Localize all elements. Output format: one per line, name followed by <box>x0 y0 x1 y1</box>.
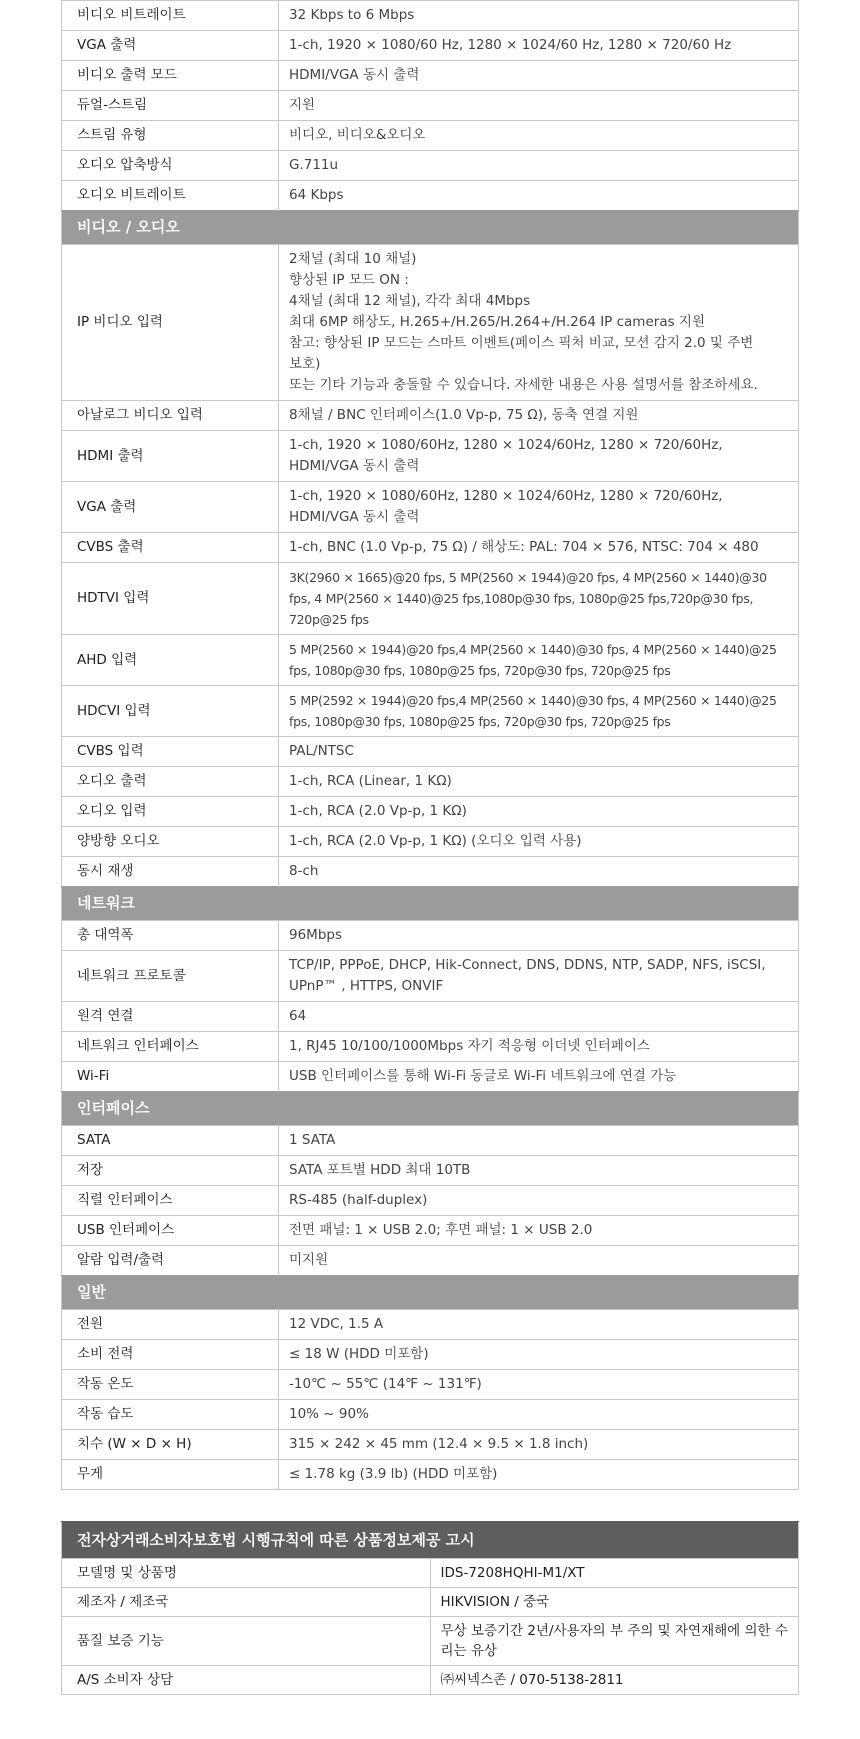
spec-value: 1-ch, 1920 × 1080/60Hz, 1280 × 1024/60Hz, 1280 × 720/60Hz, HDMI/VGA 동시 출력 <box>279 482 799 533</box>
spec-label: 치수 (W × D × H) <box>62 1430 279 1460</box>
spec-value: 96Mbps <box>279 921 799 951</box>
spec-label: 동시 재생 <box>62 857 279 887</box>
spec-value: 미지원 <box>279 1246 799 1276</box>
spec-row <box>62 1156 799 1186</box>
spec-row <box>62 1460 799 1490</box>
notice-label: 제조자 / 제조국 <box>62 1588 431 1617</box>
spec-value: 3K(2960 × 1665)@20 fps, 5 MP(2560 × 1944)@20 fps, 4 MP(2560 × 1440)@30 fps, 4 MP(2560 × 1440)@25 fps,1080p@30 fps, 1080p@25 fps,720p@30 fps, 720p@25 fps <box>279 563 799 635</box>
spec-row <box>62 857 799 887</box>
spec-label: USB 인터페이스 <box>62 1216 279 1246</box>
spec-table-body <box>62 1 799 1490</box>
spec-value: 1-ch, 1920 × 1080/60 Hz, 1280 × 1024/60 Hz, 1280 × 720/60 Hz <box>279 31 799 61</box>
spec-label: HDMI 출력 <box>62 431 279 482</box>
spec-value: G.711u <box>279 151 799 181</box>
notice-label: 품질 보증 기능 <box>62 1617 431 1666</box>
notice-row <box>62 1559 799 1588</box>
notice-value: 무상 보증기간 2년/사용자의 부 주의 및 자연재해에 의한 수리는 유상 <box>430 1617 799 1666</box>
section-title: 인터페이스 <box>62 1092 799 1126</box>
spec-row <box>62 1246 799 1276</box>
spec-row <box>62 1032 799 1062</box>
section-title: 일반 <box>62 1276 799 1310</box>
spec-value: 비디오, 비디오&오디오 <box>279 121 799 151</box>
spec-row <box>62 1310 799 1340</box>
spec-value: 전면 패널: 1 × USB 2.0; 후면 패널: 1 × USB 2.0 <box>279 1216 799 1246</box>
spec-row <box>62 91 799 121</box>
spec-label: 원격 연결 <box>62 1002 279 1032</box>
notice-row <box>62 1588 799 1617</box>
spec-label: 오디오 비트레이트 <box>62 181 279 211</box>
spec-label: 오디오 출력 <box>62 767 279 797</box>
spec-label: 소비 전력 <box>62 1340 279 1370</box>
spec-label: 아날로그 비디오 입력 <box>62 401 279 431</box>
notice-title: 전자상거래소비자보호법 시행규칙에 따른 상품정보제공 고시 <box>62 1522 799 1559</box>
section-header-row <box>62 887 799 921</box>
spec-value: USB 인터페이스를 통해 Wi-Fi 동글로 Wi-Fi 네트워크에 연결 가능 <box>279 1062 799 1092</box>
spec-label: VGA 출력 <box>62 31 279 61</box>
spec-value: 12 VDC, 1.5 A <box>279 1310 799 1340</box>
spec-value: 8-ch <box>279 857 799 887</box>
spec-row <box>62 1430 799 1460</box>
spec-label: AHD 입력 <box>62 635 279 686</box>
section-header-row <box>62 1092 799 1126</box>
spec-row <box>62 401 799 431</box>
product-info-notice-table <box>61 1521 799 1695</box>
spec-value: 315 × 242 × 45 mm (12.4 × 9.5 × 1.8 inch) <box>279 1430 799 1460</box>
spec-row <box>62 1216 799 1246</box>
spec-value: 32 Kbps to 6 Mbps <box>279 1 799 31</box>
spec-value: RS-485 (half-duplex) <box>279 1186 799 1216</box>
spec-value: PAL/NTSC <box>279 737 799 767</box>
spec-value: 5 MP(2592 × 1944)@20 fps,4 MP(2560 × 1440)@30 fps, 4 MP(2560 × 1440)@25 fps, 1080p@30 fps, 1080p@25 fps, 720p@30 fps, 720p@25 fps <box>279 686 799 737</box>
spec-label: 작동 습도 <box>62 1400 279 1430</box>
spec-label: 직렬 인터페이스 <box>62 1186 279 1216</box>
notice-label: 모델명 및 상품명 <box>62 1559 431 1588</box>
spec-row <box>62 827 799 857</box>
spec-row <box>62 1186 799 1216</box>
section-title: 비디오 / 오디오 <box>62 211 799 245</box>
spec-row <box>62 245 799 401</box>
spec-value: ≤ 1.78 kg (3.9 lb) (HDD 미포함) <box>279 1460 799 1490</box>
notice-value: IDS-7208HQHI-M1/XT <box>430 1559 799 1588</box>
spec-label: 알람 입력/출력 <box>62 1246 279 1276</box>
spec-label: 듀얼-스트림 <box>62 91 279 121</box>
spec-row <box>62 151 799 181</box>
spec-label: 오디오 압축방식 <box>62 151 279 181</box>
spec-value: 64 <box>279 1002 799 1032</box>
spec-value: 8채널 / BNC 인터페이스(1.0 Vp-p, 75 Ω), 동축 연결 지원 <box>279 401 799 431</box>
section-header-row <box>62 211 799 245</box>
spec-row <box>62 1370 799 1400</box>
notice-value: HIKVISION / 중국 <box>430 1588 799 1617</box>
notice-header-row <box>62 1522 799 1559</box>
spec-row <box>62 431 799 482</box>
spec-label: 비디오 출력 모드 <box>62 61 279 91</box>
spec-label: SATA <box>62 1126 279 1156</box>
notice-label: A/S 소비자 상담 <box>62 1666 431 1695</box>
spec-label: IP 비디오 입력 <box>62 245 279 401</box>
spec-row <box>62 797 799 827</box>
spec-label: 스트림 유형 <box>62 121 279 151</box>
section-header-row <box>62 1276 799 1310</box>
spec-value: 1 SATA <box>279 1126 799 1156</box>
spec-row <box>62 563 799 635</box>
spec-label: 네트워크 프로토콜 <box>62 951 279 1002</box>
spec-row <box>62 121 799 151</box>
spec-label: CVBS 입력 <box>62 737 279 767</box>
notice-row <box>62 1617 799 1666</box>
spec-label: 저장 <box>62 1156 279 1186</box>
spec-row <box>62 31 799 61</box>
spec-value: 1-ch, 1920 × 1080/60Hz, 1280 × 1024/60Hz, 1280 × 720/60Hz, HDMI/VGA 동시 출력 <box>279 431 799 482</box>
spec-row <box>62 482 799 533</box>
spec-value: HDMI/VGA 동시 출력 <box>279 61 799 91</box>
spec-label: Wi-Fi <box>62 1062 279 1092</box>
spec-label: 오디오 입력 <box>62 797 279 827</box>
spec-value: 1-ch, BNC (1.0 Vp-p, 75 Ω) / 해상도: PAL: 704 × 576, NTSC: 704 × 480 <box>279 533 799 563</box>
spec-label: VGA 출력 <box>62 482 279 533</box>
spec-label: 전원 <box>62 1310 279 1340</box>
spec-row <box>62 767 799 797</box>
spec-value: 2채널 (최대 10 채널) 향상된 IP 모드 ON : 4채널 (최대 12 채널), 각각 최대 4Mbps 최대 6MP 해상도, H.265+/H.265/H.264+/H.264 IP cameras 지원 참고: 향상된 IP 모드는 스마트 이벤트(페이스 픽처 비교, 모션 감지 2.0 및 주변 보호) 또는 기타 기능과 충돌할 수 있습니다. 자세한 내용은 사용 설명서를 참조하세요. <box>279 245 799 401</box>
spec-row <box>62 635 799 686</box>
notice-row <box>62 1666 799 1695</box>
spec-label: 네트워크 인터페이스 <box>62 1032 279 1062</box>
spec-value: 64 Kbps <box>279 181 799 211</box>
spec-value: TCP/IP, PPPoE, DHCP, Hik-Connect, DNS, DDNS, NTP, SADP, NFS, iSCSI, UPnP™ , HTTPS, ONVIF <box>279 951 799 1002</box>
spec-value: 1-ch, RCA (2.0 Vp-p, 1 KΩ) <box>279 797 799 827</box>
spec-label: 무게 <box>62 1460 279 1490</box>
spec-row <box>62 1062 799 1092</box>
spec-row <box>62 1126 799 1156</box>
spec-row <box>62 533 799 563</box>
spec-value: -10℃ ~ 55℃ (14℉ ~ 131℉) <box>279 1370 799 1400</box>
spec-table <box>61 0 799 1490</box>
spec-row <box>62 61 799 91</box>
spec-row <box>62 181 799 211</box>
spec-row <box>62 921 799 951</box>
spec-value: 1-ch, RCA (Linear, 1 KΩ) <box>279 767 799 797</box>
spec-value: 10% ~ 90% <box>279 1400 799 1430</box>
spec-row <box>62 1002 799 1032</box>
notice-value: ㈜씨넥스존 / 070-5138-2811 <box>430 1666 799 1695</box>
spec-row <box>62 951 799 1002</box>
spec-value: 1-ch, RCA (2.0 Vp-p, 1 KΩ) (오디오 입력 사용) <box>279 827 799 857</box>
spec-value: 5 MP(2560 × 1944)@20 fps,4 MP(2560 × 1440)@30 fps, 4 MP(2560 × 1440)@25 fps, 1080p@30 fps, 1080p@25 fps, 720p@30 fps, 720p@25 fps <box>279 635 799 686</box>
spec-row <box>62 1340 799 1370</box>
spec-label: 총 대역폭 <box>62 921 279 951</box>
section-title: 네트워크 <box>62 887 799 921</box>
spec-value: 1, RJ45 10/100/1000Mbps 자기 적응형 이더넷 인터페이스 <box>279 1032 799 1062</box>
spec-label: HDCVI 입력 <box>62 686 279 737</box>
spec-label: CVBS 출력 <box>62 533 279 563</box>
spec-value: SATA 포트별 HDD 최대 10TB <box>279 1156 799 1186</box>
spec-value: ≤ 18 W (HDD 미포함) <box>279 1340 799 1370</box>
spec-value: 지원 <box>279 91 799 121</box>
spec-row <box>62 686 799 737</box>
spec-row <box>62 1400 799 1430</box>
spec-label: 비디오 비트레이트 <box>62 1 279 31</box>
spec-label: 작동 온도 <box>62 1370 279 1400</box>
spec-label: HDTVI 입력 <box>62 563 279 635</box>
spec-row <box>62 737 799 767</box>
spec-label: 양방향 오디오 <box>62 827 279 857</box>
spec-row <box>62 1 799 31</box>
